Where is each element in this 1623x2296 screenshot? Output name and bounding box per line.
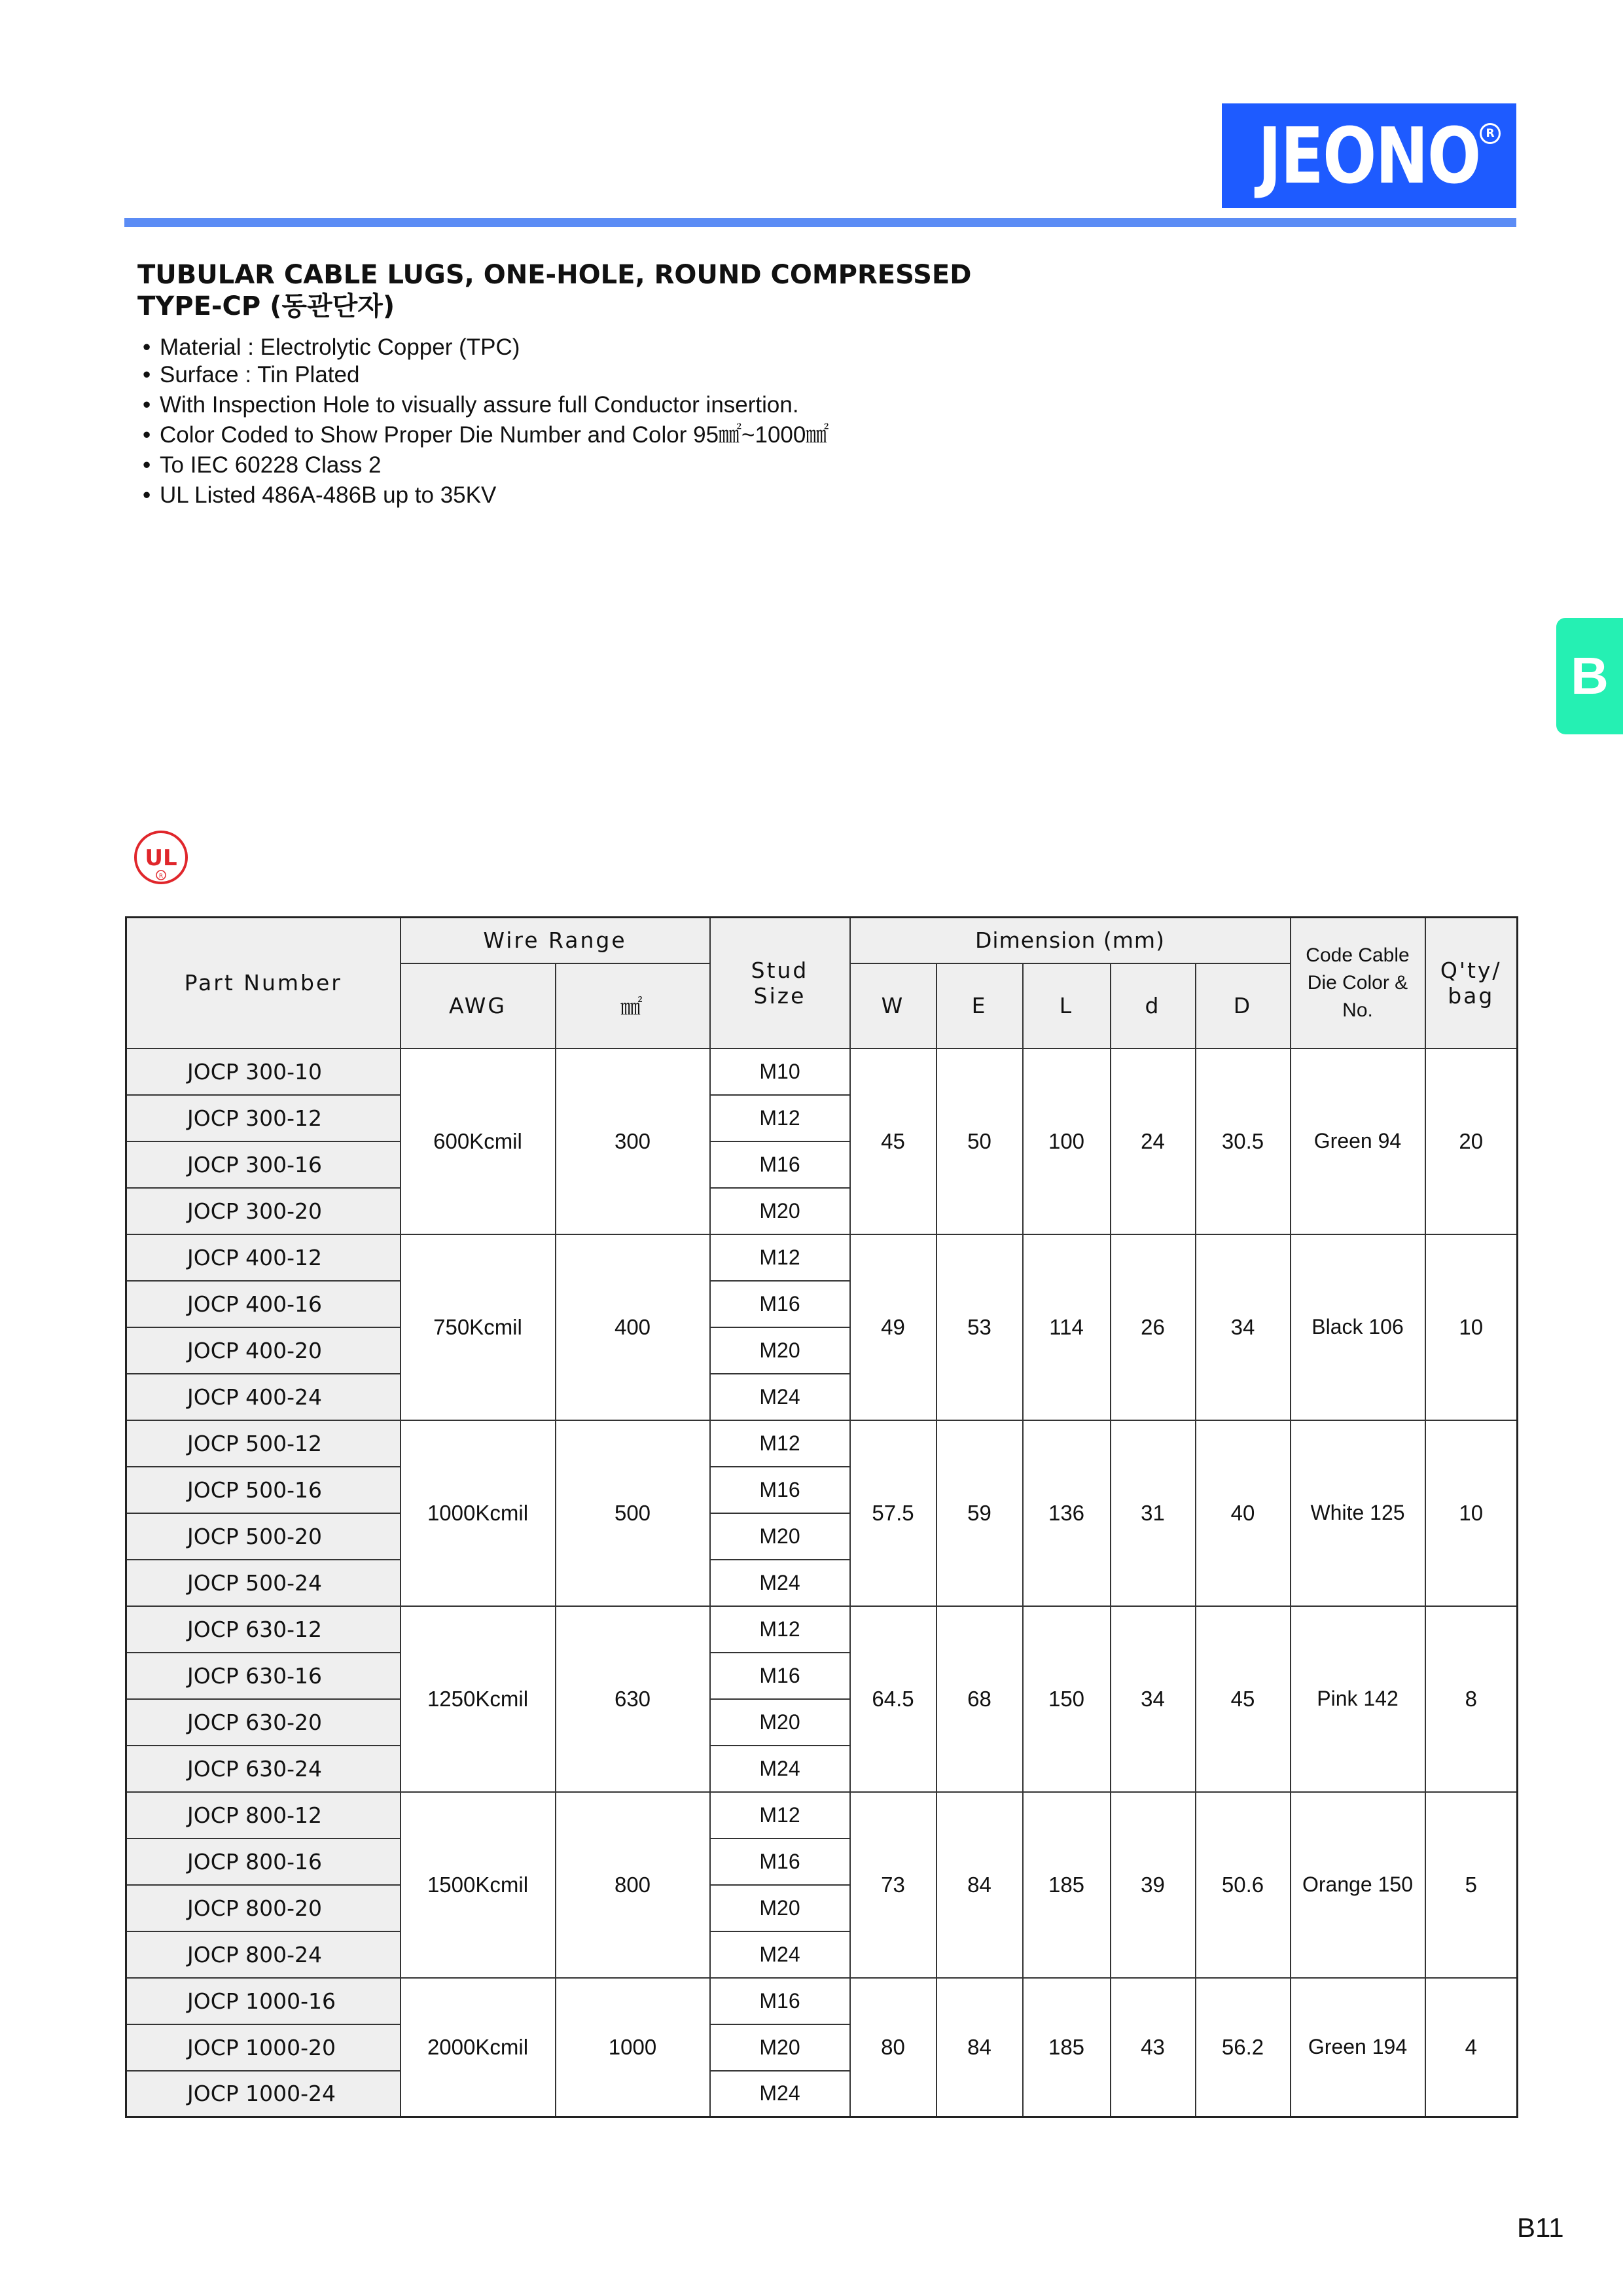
spec-table-body <box>126 1049 1518 2117</box>
dim-d-big-cell: 40 <box>1196 1420 1291 1606</box>
stud-size-cell: M24 <box>710 1374 850 1420</box>
awg-cell: 1000Kcmil <box>401 1420 556 1606</box>
dim-d-small-cell: 26 <box>1111 1234 1196 1420</box>
header-l: L <box>1023 963 1111 1049</box>
page-number: B11 <box>1517 2212 1564 2243</box>
part-number-cell: JOCP 400-24 <box>126 1374 401 1420</box>
dim-l-cell: 185 <box>1023 1792 1111 1978</box>
feature-list <box>143 334 829 509</box>
bullet-icon: • <box>143 362 151 387</box>
part-number-cell: JOCP 1000-24 <box>126 2071 401 2117</box>
spec-table <box>125 916 1518 2118</box>
dim-w-cell: 49 <box>850 1234 936 1420</box>
part-number-cell: JOCP 630-20 <box>126 1699 401 1746</box>
header-stud-size: Stud Size <box>710 918 850 1049</box>
qty-cell: 8 <box>1425 1606 1518 1792</box>
header-awg: AWG <box>401 963 556 1049</box>
section-tab-label: B <box>1571 647 1609 705</box>
header-wire-range: Wire Range <box>401 918 710 963</box>
stud-size-cell: M20 <box>710 1327 850 1374</box>
dim-d-small-cell: 43 <box>1111 1978 1196 2117</box>
part-number-cell: JOCP 400-12 <box>126 1234 401 1281</box>
dim-l-cell: 185 <box>1023 1978 1111 2117</box>
awg-cell: 2000Kcmil <box>401 1978 556 2117</box>
stud-size-cell: M16 <box>710 1653 850 1699</box>
code-cell: White 125 <box>1291 1420 1425 1606</box>
stud-size-cell: M20 <box>710 2024 850 2071</box>
part-number-cell: JOCP 300-10 <box>126 1049 401 1095</box>
part-number-cell: JOCP 800-24 <box>126 1931 401 1978</box>
dim-e-cell: 59 <box>936 1420 1023 1606</box>
part-number-cell: JOCP 300-12 <box>126 1095 401 1141</box>
dim-l-cell: 136 <box>1023 1420 1111 1606</box>
stud-size-cell: M20 <box>710 1513 850 1560</box>
ul-listed-icon <box>134 830 188 885</box>
bullet-icon: • <box>143 452 151 478</box>
part-number-cell: JOCP 800-20 <box>126 1885 401 1931</box>
stud-size-cell: M24 <box>710 1560 850 1606</box>
feature-item: • Surface : Tin Plated <box>143 362 360 387</box>
awg-cell: 1250Kcmil <box>401 1606 556 1792</box>
dim-e-cell: 84 <box>936 1978 1023 2117</box>
part-number-cell: JOCP 630-12 <box>126 1606 401 1653</box>
header-d-small: d <box>1111 963 1196 1049</box>
mm2-cell: 1000 <box>556 1978 710 2117</box>
part-number-cell: JOCP 300-16 <box>126 1141 401 1188</box>
dim-e-cell: 84 <box>936 1792 1023 1978</box>
dim-e-cell: 68 <box>936 1606 1023 1792</box>
bullet-icon: • <box>143 334 151 360</box>
qty-cell: 10 <box>1425 1234 1518 1420</box>
header-part-number: Part Number <box>126 918 401 1049</box>
dim-d-big-cell: 45 <box>1196 1606 1291 1792</box>
section-tab[interactable] <box>1556 618 1623 734</box>
dim-w-cell: 57.5 <box>850 1420 936 1606</box>
dim-w-cell: 80 <box>850 1978 936 2117</box>
stud-size-cell: M12 <box>710 1234 850 1281</box>
stud-size-cell: M16 <box>710 1839 850 1885</box>
part-number-cell: JOCP 630-16 <box>126 1653 401 1699</box>
stud-size-cell: M20 <box>710 1885 850 1931</box>
stud-size-cell: M12 <box>710 1420 850 1467</box>
awg-cell: 600Kcmil <box>401 1049 556 1234</box>
stud-size-cell: M16 <box>710 1978 850 2024</box>
qty-cell: 5 <box>1425 1792 1518 1978</box>
bullet-icon: • <box>143 422 151 448</box>
dim-l-cell: 114 <box>1023 1234 1111 1420</box>
page-title <box>137 259 971 322</box>
part-number-cell: JOCP 630-24 <box>126 1746 401 1792</box>
feature-item: • Material : Electrolytic Copper (TPC) <box>143 334 520 360</box>
dim-e-cell: 53 <box>936 1234 1023 1420</box>
dim-d-small-cell: 31 <box>1111 1420 1196 1606</box>
ul-registered-mark: R <box>158 873 164 880</box>
dim-d-big-cell: 50.6 <box>1196 1792 1291 1978</box>
title-line-1: TUBULAR CABLE LUGS, ONE-HOLE, ROUND COMPRESSED <box>137 260 972 290</box>
dim-d-small-cell: 39 <box>1111 1792 1196 1978</box>
mm2-cell: 400 <box>556 1234 710 1420</box>
stud-size-cell: M24 <box>710 1931 850 1978</box>
header-dimension: Dimension (mm) <box>850 918 1291 963</box>
stud-size-cell: M16 <box>710 1141 850 1188</box>
code-cell: Black 106 <box>1291 1234 1425 1420</box>
dim-w-cell: 73 <box>850 1792 936 1978</box>
code-cell: Orange 150 <box>1291 1792 1425 1978</box>
dim-d-small-cell: 34 <box>1111 1606 1196 1792</box>
registered-mark-icon: R <box>1480 123 1501 144</box>
part-number-cell: JOCP 500-20 <box>126 1513 401 1560</box>
mm2-cell: 630 <box>556 1606 710 1792</box>
stud-size-cell: M24 <box>710 1746 850 1792</box>
brand-name: JEONO <box>1258 111 1480 201</box>
table-row <box>126 1049 1518 1095</box>
ul-mark-text: UL <box>145 845 177 871</box>
part-number-cell: JOCP 500-12 <box>126 1420 401 1467</box>
part-number-cell: JOCP 500-24 <box>126 1560 401 1606</box>
code-cell: Pink 142 <box>1291 1606 1425 1792</box>
stud-size-cell: M24 <box>710 2071 850 2117</box>
qty-cell: 10 <box>1425 1420 1518 1606</box>
dim-l-cell: 100 <box>1023 1049 1111 1234</box>
dim-w-cell: 64.5 <box>850 1606 936 1792</box>
stud-size-cell: M12 <box>710 1792 850 1839</box>
table-row <box>126 1978 1518 2024</box>
mm2-cell: 300 <box>556 1049 710 1234</box>
dim-l-cell: 150 <box>1023 1606 1111 1792</box>
part-number-cell: JOCP 500-16 <box>126 1467 401 1513</box>
header-qty: Q'ty/ bag <box>1425 918 1518 1049</box>
header-w: W <box>850 963 936 1049</box>
header-mm2: ㎟ <box>556 963 710 1049</box>
table-row <box>126 1420 1518 1467</box>
stud-size-cell: M12 <box>710 1606 850 1653</box>
part-number-cell: JOCP 800-12 <box>126 1792 401 1839</box>
stud-size-cell: M20 <box>710 1188 850 1234</box>
awg-cell: 1500Kcmil <box>401 1792 556 1978</box>
stud-size-cell: M16 <box>710 1467 850 1513</box>
header-code: Code Cable Die Color & No. <box>1291 918 1425 1049</box>
stud-size-cell: M16 <box>710 1281 850 1327</box>
brand-logo <box>1222 103 1516 208</box>
part-number-cell: JOCP 1000-16 <box>126 1978 401 2024</box>
awg-cell: 750Kcmil <box>401 1234 556 1420</box>
table-row <box>126 1606 1518 1653</box>
stud-size-cell: M12 <box>710 1095 850 1141</box>
code-cell: Green 194 <box>1291 1978 1425 2117</box>
mm2-cell: 800 <box>556 1792 710 1978</box>
dim-w-cell: 45 <box>850 1049 936 1234</box>
header-e: E <box>936 963 1023 1049</box>
table-row <box>126 1234 1518 1281</box>
code-cell: Green 94 <box>1291 1049 1425 1234</box>
title-line-2: TYPE-CP (동관단자) <box>137 291 395 321</box>
part-number-cell: JOCP 1000-20 <box>126 2024 401 2071</box>
part-number-cell: JOCP 300-20 <box>126 1188 401 1234</box>
dim-e-cell: 50 <box>936 1049 1023 1234</box>
stud-size-cell: M10 <box>710 1049 850 1095</box>
bullet-icon: • <box>143 392 151 418</box>
part-number-cell: JOCP 400-16 <box>126 1281 401 1327</box>
feature-item: • To IEC 60228 Class 2 <box>143 452 382 478</box>
feature-item: • Color Coded to Show Proper Die Number and Color 95㎟~1000㎟ <box>143 422 829 448</box>
part-number-cell: JOCP 400-20 <box>126 1327 401 1374</box>
dim-d-big-cell: 34 <box>1196 1234 1291 1420</box>
bullet-icon: • <box>143 482 151 508</box>
table-row <box>126 1792 1518 1839</box>
dim-d-big-cell: 30.5 <box>1196 1049 1291 1234</box>
header-d-big: D <box>1196 963 1291 1049</box>
qty-cell: 20 <box>1425 1049 1518 1234</box>
dim-d-big-cell: 56.2 <box>1196 1978 1291 2117</box>
qty-cell: 4 <box>1425 1978 1518 2117</box>
mm2-cell: 500 <box>556 1420 710 1606</box>
feature-item: • With Inspection Hole to visually assure full Conductor insertion. <box>143 392 799 418</box>
feature-item: • UL Listed 486A-486B up to 35KV <box>143 482 497 508</box>
part-number-cell: JOCP 800-16 <box>126 1839 401 1885</box>
header-rule <box>124 218 1516 227</box>
stud-size-cell: M20 <box>710 1699 850 1746</box>
dim-d-small-cell: 24 <box>1111 1049 1196 1234</box>
